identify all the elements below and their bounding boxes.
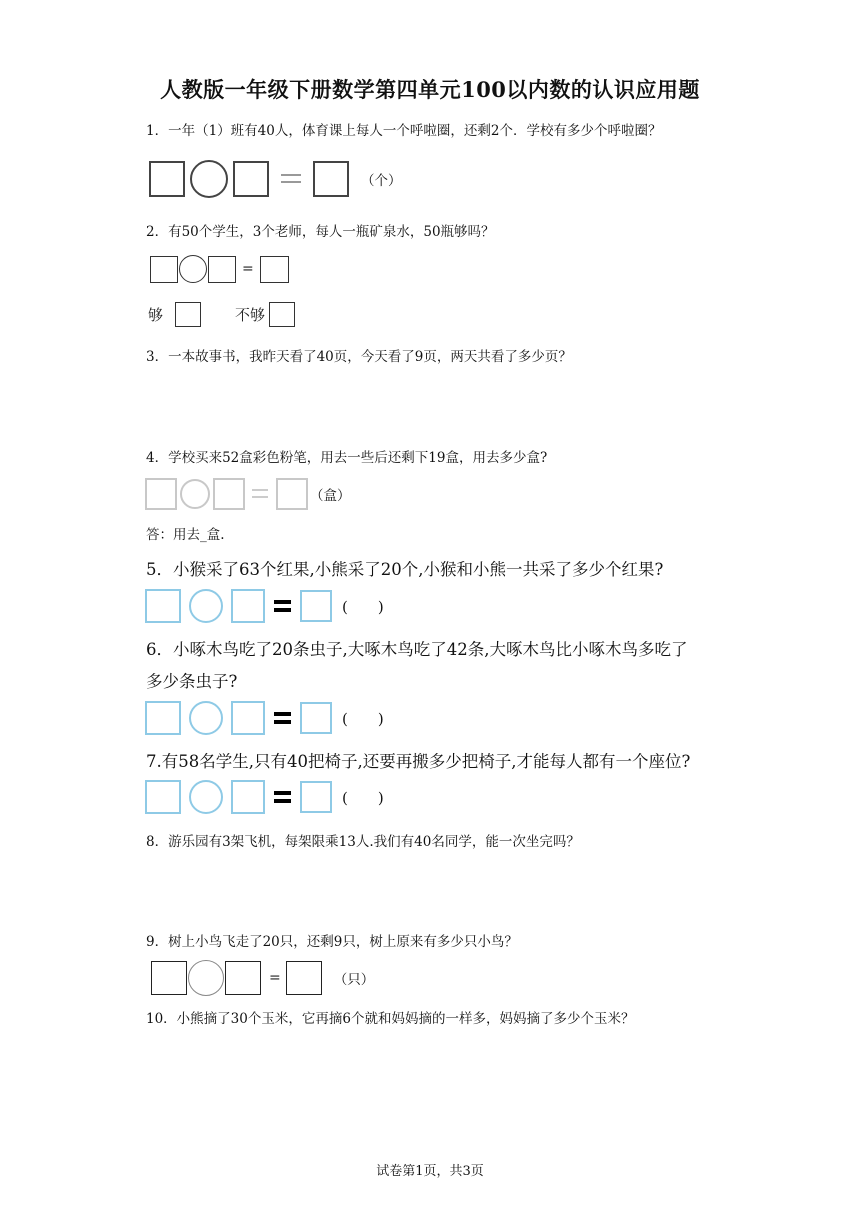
equals-sign-icon — [281, 172, 303, 186]
equals-sign-icon — [274, 710, 292, 726]
answer-box[interactable] — [300, 781, 332, 813]
question-3: 3．一本故事书，我昨天看了40页，今天看了9页，两天共看了多少页？ — [146, 349, 572, 365]
answer-box[interactable] — [300, 702, 332, 734]
operator-circle[interactable] — [179, 255, 207, 283]
equation-q7 — [145, 780, 384, 814]
blank-box[interactable] — [145, 701, 181, 735]
enough-label: 够 — [148, 306, 164, 324]
blank-box[interactable] — [145, 589, 181, 623]
operator-circle[interactable] — [180, 479, 210, 509]
question-7: 7.有58名学生,只有40把椅子,还要再搬多少把椅子,才能每人都有一个座位? — [146, 752, 691, 771]
unit-paren: ( ) — [342, 709, 384, 728]
blank-box[interactable] — [208, 256, 236, 283]
blank-box[interactable] — [213, 478, 245, 510]
equation-q9 — [151, 960, 374, 996]
operator-circle[interactable] — [189, 780, 223, 814]
blank-box[interactable] — [231, 589, 265, 623]
answer-box[interactable] — [313, 161, 349, 197]
page-footer: 试卷第1页，共3页 — [376, 1164, 484, 1179]
equals-sign: = — [242, 261, 254, 277]
operator-circle[interactable] — [189, 589, 223, 623]
unit-label: （盒） — [310, 488, 351, 504]
blank-box[interactable] — [231, 780, 265, 814]
unit-paren: ( ) — [342, 788, 384, 807]
question-5: 5．小猴采了63个红果,小熊采了20个,小猴和小熊一共采了多少个红果? — [146, 560, 664, 579]
equation-q2 — [150, 255, 289, 283]
question-2: 2．有50个学生，3个老师，每人一瓶矿泉水，50瓶够吗？ — [146, 224, 495, 240]
question-10: 10．小熊摘了30个玉米，它再摘6个就和妈妈摘的一样多，妈妈摘了多少个玉米？ — [146, 1011, 635, 1027]
blank-box[interactable] — [233, 161, 269, 197]
unit-label: （个） — [361, 173, 402, 189]
blank-box[interactable] — [145, 478, 177, 510]
answer-box[interactable] — [276, 478, 308, 510]
blank-box[interactable] — [231, 701, 265, 735]
page-title: 人教版一年级下册数学第四单元100以内数的认识应用题 — [160, 77, 700, 102]
question-6-line-2: 多少条虫子? — [146, 672, 238, 691]
question-4: 4．学校买来52盒彩色粉笔，用去一些后还剩下19盒，用去多少盒? — [146, 450, 548, 466]
answer-box[interactable] — [300, 590, 332, 622]
enough-choice-row — [148, 302, 295, 327]
answer-box[interactable] — [286, 961, 322, 995]
question-9: 9．树上小鸟飞走了20只，还剩9只，树上原来有多少只小鸟？ — [146, 934, 518, 950]
operator-circle[interactable] — [188, 960, 224, 996]
equals-sign-icon — [252, 488, 270, 500]
blank-box[interactable] — [225, 961, 261, 995]
enough-checkbox[interactable] — [175, 302, 201, 327]
unit-paren: ( ) — [342, 597, 384, 616]
equals-sign-icon — [274, 789, 292, 805]
question-8: 8．游乐园有3架飞机，每架限乘13人.我们有40名同学，能一次坐完吗？ — [146, 834, 580, 850]
equals-sign-icon — [274, 598, 292, 614]
question-1: 1．一年（1）班有40人，体育课上每人一个呼啦圈，还剩2个．学校有多少个呼啦圈？ — [146, 123, 662, 139]
unit-label: （只） — [333, 972, 375, 988]
equation-q4 — [145, 478, 351, 510]
answer-box[interactable] — [260, 256, 289, 283]
question-6-line-1: 6．小啄木鸟吃了20条虫子,大啄木鸟吃了42条,大啄木鸟比小啄木鸟多吃了 — [146, 640, 688, 659]
not-enough-checkbox[interactable] — [269, 302, 295, 327]
operator-circle[interactable] — [189, 701, 223, 735]
equals-sign: = — [269, 970, 281, 986]
equation-q6 — [145, 701, 384, 735]
equation-q5 — [145, 589, 384, 623]
blank-box[interactable] — [149, 161, 185, 197]
blank-box[interactable] — [145, 780, 181, 814]
operator-circle[interactable] — [190, 160, 228, 198]
q4-answer-line: 答：用去_盒. — [146, 527, 225, 543]
blank-box[interactable] — [150, 256, 178, 283]
blank-box[interactable] — [151, 961, 187, 995]
not-enough-label: 不够 — [235, 306, 266, 324]
equation-q1 — [149, 160, 402, 198]
